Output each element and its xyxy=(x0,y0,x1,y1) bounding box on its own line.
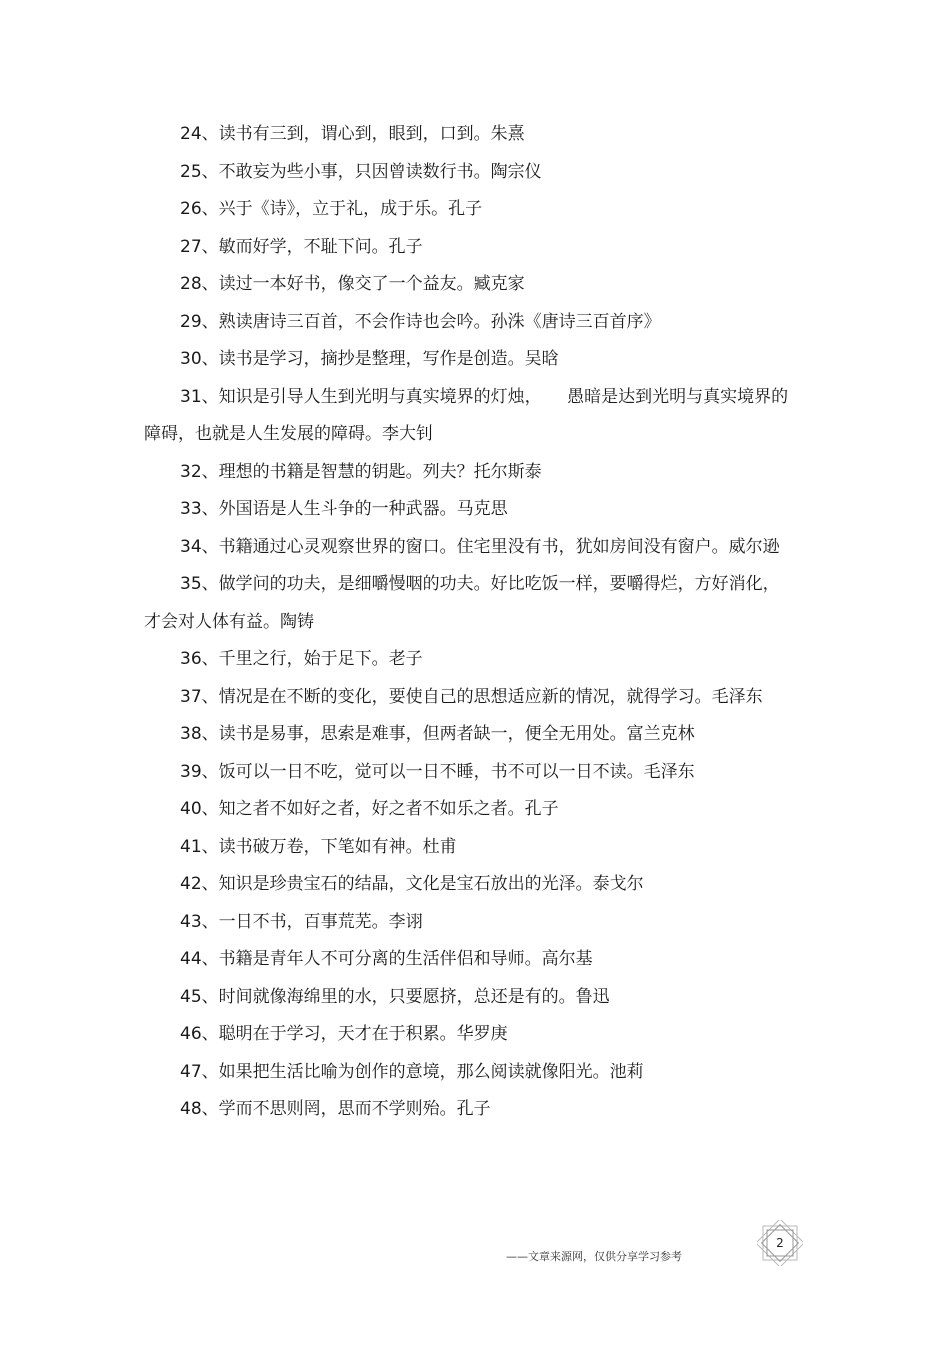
quote-item: 28、读过一本好书，像交了一个益友。臧克家 xyxy=(180,274,525,294)
page-number-badge xyxy=(757,1220,803,1266)
quote-item: 29、熟读唐诗三百首，不会作诗也会吟。孙洙《唐诗三百首序》 xyxy=(180,311,661,332)
quote-item: 31、知识是引导人生到光明与真实境界的灯烛， 愚暗是达到光明与真实境界的障碍，也就是人生发展的障碍。李大钊 xyxy=(144,386,789,444)
quote-list xyxy=(144,116,796,1129)
quote-item: 42、知识是珍贵宝石的结晶，文化是宝石放出的光泽。泰戈尔 xyxy=(180,874,644,894)
quote-item: 44、书籍是青年人不可分离的生活伴侣和导师。高尔基 xyxy=(180,949,593,969)
quote-item: 40、知之者不如好之者，好之者不如乐之者。孔子 xyxy=(180,799,559,819)
quote-item: 46、聪明在于学习，天才在于积累。华罗庚 xyxy=(180,1024,508,1044)
quote-item: 48、学而不思则罔，思而不学则殆。孔子 xyxy=(180,1099,491,1119)
quote-item: 27、敏而好学，不耻下问。孔子 xyxy=(180,236,423,257)
quote-item: 37、情况是在不断的变化，要使自己的思想适应新的情况，就得学习。毛泽东 xyxy=(180,686,763,707)
quote-item: 36、千里之行，始于足下。老子 xyxy=(180,649,423,669)
quote-item: 26、兴于《诗》，立于礼，成于乐。孔子 xyxy=(180,199,483,219)
quote-item: 45、时间就像海绵里的水，只要愿挤，总还是有的。鲁迅 xyxy=(180,986,610,1007)
quote-item: 47、如果把生活比喻为创作的意境，那么阅读就像阳光。池莉 xyxy=(180,1061,644,1082)
quote-item: 30、读书是学习，摘抄是整理，写作是创造。吴晗 xyxy=(180,349,559,369)
quote-item: 33、外国语是人生斗争的一种武器。马克思 xyxy=(180,499,508,519)
footer-source-note: ——文章来源网，仅供分享学习参考 xyxy=(506,1250,682,1263)
quote-item: 24、读书有三到，谓心到，眼到，口到。朱熹 xyxy=(180,124,525,144)
quote-item: 35、做学问的功夫，是细嚼慢咽的功夫。好比吃饭一样，要嚼得烂，方好消化，才会对人体有益。陶铸 xyxy=(144,574,780,632)
quote-item: 41、读书破万卷，下笔如有神。杜甫 xyxy=(180,836,457,857)
page-number: 2 xyxy=(776,1236,784,1250)
quote-item: 34、书籍通过心灵观察世界的窗口。住宅里没有书，犹如房间没有窗户。威尔逊 xyxy=(180,536,780,557)
quote-item: 32、理想的书籍是智慧的钥匙。列夫？托尔斯泰 xyxy=(180,461,542,482)
quote-item: 38、读书是易事，思索是难事，但两者缺一，便全无用处。富兰克林 xyxy=(180,724,695,744)
quote-item: 25、不敢妄为些小事，只因曾读数行书。陶宗仪 xyxy=(180,161,542,182)
quote-item: 43、一日不书，百事荒芜。李诩 xyxy=(180,911,423,932)
quote-item: 39、饭可以一日不吃，觉可以一日不睡，书不可以一日不读。毛泽东 xyxy=(180,761,695,782)
